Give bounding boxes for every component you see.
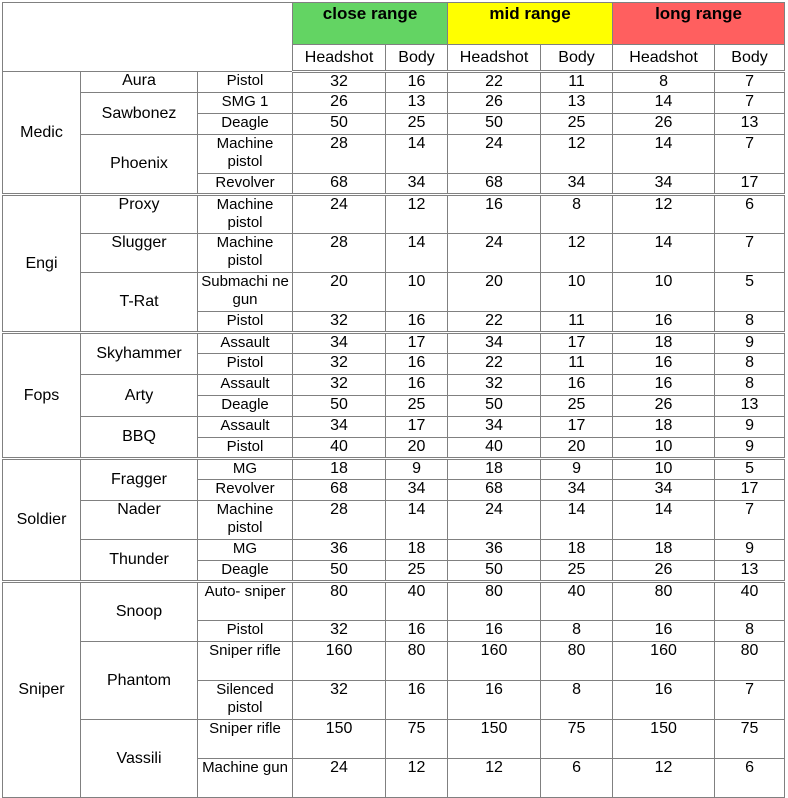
body-damage-cell: 8 bbox=[715, 375, 785, 396]
headshot-damage-cell: 18 bbox=[448, 459, 541, 480]
weapon-cell: Pistol bbox=[198, 438, 293, 459]
headshot-damage-cell: 36 bbox=[448, 540, 541, 561]
body-damage-cell: 7 bbox=[715, 501, 785, 540]
body-damage-cell: 17 bbox=[715, 480, 785, 501]
weapon-cell: Revolver bbox=[198, 480, 293, 501]
character-cell: Slugger bbox=[81, 234, 198, 273]
headshot-damage-cell: 24 bbox=[293, 195, 386, 234]
table-row bbox=[3, 582, 785, 621]
corner-cell bbox=[3, 3, 293, 72]
weapon-cell: Auto- sniper bbox=[198, 582, 293, 621]
body-damage-cell: 17 bbox=[541, 417, 613, 438]
table-row bbox=[3, 459, 785, 480]
body-damage-cell: 7 bbox=[715, 234, 785, 273]
body-damage-cell: 34 bbox=[541, 480, 613, 501]
table-row bbox=[3, 540, 785, 561]
body-damage-cell: 75 bbox=[715, 720, 785, 759]
table-row bbox=[3, 333, 785, 354]
headshot-damage-cell: 22 bbox=[448, 312, 541, 333]
headshot-damage-cell: 34 bbox=[448, 417, 541, 438]
headshot-damage-cell: 18 bbox=[613, 333, 715, 354]
headshot-damage-cell: 16 bbox=[613, 681, 715, 720]
headshot-damage-cell: 34 bbox=[613, 174, 715, 195]
weapon-cell: Assault bbox=[198, 333, 293, 354]
headshot-damage-cell: 14 bbox=[613, 234, 715, 273]
class-cell: Engi bbox=[3, 195, 81, 333]
character-cell: Snoop bbox=[81, 582, 198, 642]
headshot-damage-cell: 18 bbox=[293, 459, 386, 480]
body-damage-cell: 9 bbox=[715, 333, 785, 354]
character-cell: Fragger bbox=[81, 459, 198, 501]
body-damage-cell: 80 bbox=[715, 642, 785, 681]
weapon-cell: Sniper rifle bbox=[198, 720, 293, 759]
headshot-damage-cell: 24 bbox=[293, 759, 386, 798]
headshot-damage-cell: 20 bbox=[448, 273, 541, 312]
headshot-damage-cell: 160 bbox=[448, 642, 541, 681]
body-damage-cell: 13 bbox=[715, 114, 785, 135]
headshot-damage-cell: 24 bbox=[448, 501, 541, 540]
headshot-damage-cell: 26 bbox=[613, 396, 715, 417]
table-row bbox=[3, 642, 785, 681]
character-cell: T-Rat bbox=[81, 273, 198, 333]
headshot-damage-cell: 12 bbox=[613, 195, 715, 234]
headshot-damage-cell: 12 bbox=[448, 759, 541, 798]
body-damage-cell: 7 bbox=[715, 93, 785, 114]
weapon-cell: Deagle bbox=[198, 561, 293, 582]
body-damage-cell: 8 bbox=[541, 195, 613, 234]
subheader-cell: Body bbox=[541, 45, 613, 72]
body-damage-cell: 8 bbox=[541, 621, 613, 642]
body-damage-cell: 40 bbox=[715, 582, 785, 621]
class-cell: Soldier bbox=[3, 459, 81, 582]
body-damage-cell: 8 bbox=[715, 354, 785, 375]
body-damage-cell: 40 bbox=[386, 582, 448, 621]
weapon-cell: Machine pistol bbox=[198, 501, 293, 540]
body-damage-cell: 14 bbox=[541, 501, 613, 540]
class-cell: Medic bbox=[3, 72, 81, 195]
table-row bbox=[3, 417, 785, 438]
body-damage-cell: 34 bbox=[386, 480, 448, 501]
body-damage-cell: 12 bbox=[541, 135, 613, 174]
body-damage-cell: 80 bbox=[386, 642, 448, 681]
headshot-damage-cell: 50 bbox=[448, 396, 541, 417]
headshot-damage-cell: 40 bbox=[293, 438, 386, 459]
headshot-damage-cell: 24 bbox=[448, 135, 541, 174]
body-damage-cell: 34 bbox=[541, 174, 613, 195]
headshot-damage-cell: 50 bbox=[293, 561, 386, 582]
body-damage-cell: 34 bbox=[386, 174, 448, 195]
subheader-cell: Headshot bbox=[448, 45, 541, 72]
body-damage-cell: 17 bbox=[715, 174, 785, 195]
table-row bbox=[3, 234, 785, 273]
body-damage-cell: 8 bbox=[715, 312, 785, 333]
headshot-damage-cell: 68 bbox=[448, 480, 541, 501]
body-damage-cell: 11 bbox=[541, 354, 613, 375]
headshot-damage-cell: 34 bbox=[293, 333, 386, 354]
mid-range-header: mid range bbox=[448, 3, 613, 45]
range-header-row bbox=[3, 3, 785, 45]
damage-table-container bbox=[2, 2, 785, 798]
headshot-damage-cell: 34 bbox=[613, 480, 715, 501]
character-cell: Sawbonez bbox=[81, 93, 198, 135]
long-range-header: long range bbox=[613, 3, 785, 45]
weapon-cell: Pistol bbox=[198, 312, 293, 333]
body-damage-cell: 13 bbox=[541, 93, 613, 114]
body-damage-cell: 9 bbox=[386, 459, 448, 480]
class-cell: Sniper bbox=[3, 582, 81, 798]
table-row bbox=[3, 72, 785, 93]
body-damage-cell: 14 bbox=[386, 135, 448, 174]
headshot-damage-cell: 68 bbox=[293, 480, 386, 501]
headshot-damage-cell: 22 bbox=[448, 72, 541, 93]
headshot-damage-cell: 26 bbox=[613, 561, 715, 582]
body-damage-cell: 16 bbox=[386, 354, 448, 375]
character-cell: Arty bbox=[81, 375, 198, 417]
body-damage-cell: 20 bbox=[541, 438, 613, 459]
character-cell: Proxy bbox=[81, 195, 198, 234]
headshot-damage-cell: 28 bbox=[293, 135, 386, 174]
character-cell: Skyhammer bbox=[81, 333, 198, 375]
weapon-cell: Silenced pistol bbox=[198, 681, 293, 720]
headshot-damage-cell: 10 bbox=[613, 438, 715, 459]
headshot-damage-cell: 16 bbox=[613, 312, 715, 333]
headshot-damage-cell: 14 bbox=[613, 501, 715, 540]
body-damage-cell: 75 bbox=[386, 720, 448, 759]
weapon-cell: Machine pistol bbox=[198, 135, 293, 174]
body-damage-cell: 14 bbox=[386, 234, 448, 273]
weapon-cell: Deagle bbox=[198, 114, 293, 135]
headshot-damage-cell: 10 bbox=[613, 273, 715, 312]
headshot-damage-cell: 50 bbox=[293, 114, 386, 135]
headshot-damage-cell: 18 bbox=[613, 417, 715, 438]
headshot-damage-cell: 14 bbox=[613, 135, 715, 174]
headshot-damage-cell: 16 bbox=[613, 375, 715, 396]
headshot-damage-cell: 16 bbox=[613, 354, 715, 375]
body-damage-cell: 10 bbox=[386, 273, 448, 312]
weapon-cell: Pistol bbox=[198, 72, 293, 93]
headshot-damage-cell: 50 bbox=[293, 396, 386, 417]
body-damage-cell: 12 bbox=[541, 234, 613, 273]
headshot-damage-cell: 14 bbox=[613, 93, 715, 114]
body-damage-cell: 17 bbox=[541, 333, 613, 354]
body-damage-cell: 16 bbox=[386, 621, 448, 642]
character-cell: Vassili bbox=[81, 720, 198, 798]
body-damage-cell: 16 bbox=[386, 312, 448, 333]
headshot-damage-cell: 40 bbox=[448, 438, 541, 459]
body-damage-cell: 10 bbox=[541, 273, 613, 312]
weapon-cell: Assault bbox=[198, 417, 293, 438]
table-row bbox=[3, 375, 785, 396]
weapon-cell: Deagle bbox=[198, 396, 293, 417]
headshot-damage-cell: 12 bbox=[613, 759, 715, 798]
headshot-damage-cell: 150 bbox=[293, 720, 386, 759]
body-damage-cell: 25 bbox=[541, 396, 613, 417]
headshot-damage-cell: 80 bbox=[448, 582, 541, 621]
headshot-damage-cell: 150 bbox=[613, 720, 715, 759]
body-damage-cell: 13 bbox=[386, 93, 448, 114]
character-cell: Thunder bbox=[81, 540, 198, 582]
weapon-cell: Pistol bbox=[198, 621, 293, 642]
body-damage-cell: 8 bbox=[541, 681, 613, 720]
damage-table bbox=[2, 2, 785, 798]
headshot-damage-cell: 22 bbox=[448, 354, 541, 375]
body-damage-cell: 5 bbox=[715, 273, 785, 312]
weapon-cell: Assault bbox=[198, 375, 293, 396]
body-damage-cell: 17 bbox=[386, 417, 448, 438]
body-damage-cell: 25 bbox=[541, 114, 613, 135]
headshot-damage-cell: 16 bbox=[448, 195, 541, 234]
body-damage-cell: 18 bbox=[386, 540, 448, 561]
table-row bbox=[3, 195, 785, 234]
body-damage-cell: 18 bbox=[541, 540, 613, 561]
body-damage-cell: 6 bbox=[541, 759, 613, 798]
headshot-damage-cell: 36 bbox=[293, 540, 386, 561]
headshot-damage-cell: 24 bbox=[448, 234, 541, 273]
body-damage-cell: 12 bbox=[386, 759, 448, 798]
body-damage-cell: 16 bbox=[386, 375, 448, 396]
headshot-damage-cell: 160 bbox=[613, 642, 715, 681]
body-damage-cell: 25 bbox=[386, 396, 448, 417]
class-cell: Fops bbox=[3, 333, 81, 459]
body-damage-cell: 25 bbox=[386, 114, 448, 135]
headshot-damage-cell: 34 bbox=[448, 333, 541, 354]
headshot-damage-cell: 160 bbox=[293, 642, 386, 681]
headshot-damage-cell: 32 bbox=[448, 375, 541, 396]
weapon-cell: Revolver bbox=[198, 174, 293, 195]
headshot-damage-cell: 32 bbox=[293, 72, 386, 93]
body-damage-cell: 9 bbox=[715, 417, 785, 438]
headshot-damage-cell: 32 bbox=[293, 375, 386, 396]
headshot-damage-cell: 28 bbox=[293, 501, 386, 540]
body-damage-cell: 8 bbox=[715, 621, 785, 642]
headshot-damage-cell: 34 bbox=[293, 417, 386, 438]
headshot-damage-cell: 32 bbox=[293, 621, 386, 642]
headshot-damage-cell: 68 bbox=[293, 174, 386, 195]
table-row bbox=[3, 135, 785, 174]
weapon-cell: MG bbox=[198, 540, 293, 561]
body-damage-cell: 7 bbox=[715, 72, 785, 93]
body-damage-cell: 13 bbox=[715, 561, 785, 582]
character-cell: Phantom bbox=[81, 642, 198, 720]
headshot-damage-cell: 8 bbox=[613, 72, 715, 93]
headshot-damage-cell: 16 bbox=[448, 621, 541, 642]
headshot-damage-cell: 20 bbox=[293, 273, 386, 312]
close-range-header: close range bbox=[293, 3, 448, 45]
body-damage-cell: 7 bbox=[715, 135, 785, 174]
headshot-damage-cell: 18 bbox=[613, 540, 715, 561]
weapon-cell: Pistol bbox=[198, 354, 293, 375]
body-damage-cell: 25 bbox=[386, 561, 448, 582]
headshot-damage-cell: 80 bbox=[613, 582, 715, 621]
body-damage-cell: 12 bbox=[386, 195, 448, 234]
body-damage-cell: 9 bbox=[715, 438, 785, 459]
body-damage-cell: 11 bbox=[541, 72, 613, 93]
body-damage-cell: 40 bbox=[541, 582, 613, 621]
headshot-damage-cell: 16 bbox=[448, 681, 541, 720]
body-damage-cell: 13 bbox=[715, 396, 785, 417]
subheader-cell: Headshot bbox=[613, 45, 715, 72]
body-damage-cell: 16 bbox=[386, 681, 448, 720]
body-damage-cell: 16 bbox=[541, 375, 613, 396]
headshot-damage-cell: 28 bbox=[293, 234, 386, 273]
damage-table-body bbox=[3, 72, 785, 798]
headshot-damage-cell: 68 bbox=[448, 174, 541, 195]
headshot-damage-cell: 26 bbox=[448, 93, 541, 114]
headshot-damage-cell: 32 bbox=[293, 312, 386, 333]
headshot-damage-cell: 26 bbox=[613, 114, 715, 135]
character-cell: Nader bbox=[81, 501, 198, 540]
body-damage-cell: 6 bbox=[715, 195, 785, 234]
headshot-damage-cell: 150 bbox=[448, 720, 541, 759]
body-damage-cell: 6 bbox=[715, 759, 785, 798]
table-row bbox=[3, 93, 785, 114]
weapon-cell: Submachi ne gun bbox=[198, 273, 293, 312]
weapon-cell: SMG 1 bbox=[198, 93, 293, 114]
body-damage-cell: 7 bbox=[715, 681, 785, 720]
weapon-cell: Sniper rifle bbox=[198, 642, 293, 681]
weapon-cell: Machine pistol bbox=[198, 234, 293, 273]
body-damage-cell: 11 bbox=[541, 312, 613, 333]
headshot-damage-cell: 10 bbox=[613, 459, 715, 480]
headshot-damage-cell: 32 bbox=[293, 681, 386, 720]
body-damage-cell: 17 bbox=[386, 333, 448, 354]
body-damage-cell: 9 bbox=[715, 540, 785, 561]
headshot-damage-cell: 80 bbox=[293, 582, 386, 621]
table-row bbox=[3, 720, 785, 759]
body-damage-cell: 16 bbox=[386, 72, 448, 93]
subheader-cell: Headshot bbox=[293, 45, 386, 72]
headshot-damage-cell: 16 bbox=[613, 621, 715, 642]
body-damage-cell: 20 bbox=[386, 438, 448, 459]
body-damage-cell: 14 bbox=[386, 501, 448, 540]
weapon-cell: Machine gun bbox=[198, 759, 293, 798]
headshot-damage-cell: 50 bbox=[448, 114, 541, 135]
body-damage-cell: 75 bbox=[541, 720, 613, 759]
character-cell: BBQ bbox=[81, 417, 198, 459]
headshot-damage-cell: 32 bbox=[293, 354, 386, 375]
weapon-cell: Machine pistol bbox=[198, 195, 293, 234]
weapon-cell: MG bbox=[198, 459, 293, 480]
subheader-cell: Body bbox=[715, 45, 785, 72]
body-damage-cell: 5 bbox=[715, 459, 785, 480]
headshot-damage-cell: 50 bbox=[448, 561, 541, 582]
character-cell: Aura bbox=[81, 72, 198, 93]
subheader-cell: Body bbox=[386, 45, 448, 72]
table-row bbox=[3, 501, 785, 540]
body-damage-cell: 25 bbox=[541, 561, 613, 582]
body-damage-cell: 80 bbox=[541, 642, 613, 681]
character-cell: Phoenix bbox=[81, 135, 198, 195]
headshot-damage-cell: 26 bbox=[293, 93, 386, 114]
table-row bbox=[3, 273, 785, 312]
body-damage-cell: 9 bbox=[541, 459, 613, 480]
